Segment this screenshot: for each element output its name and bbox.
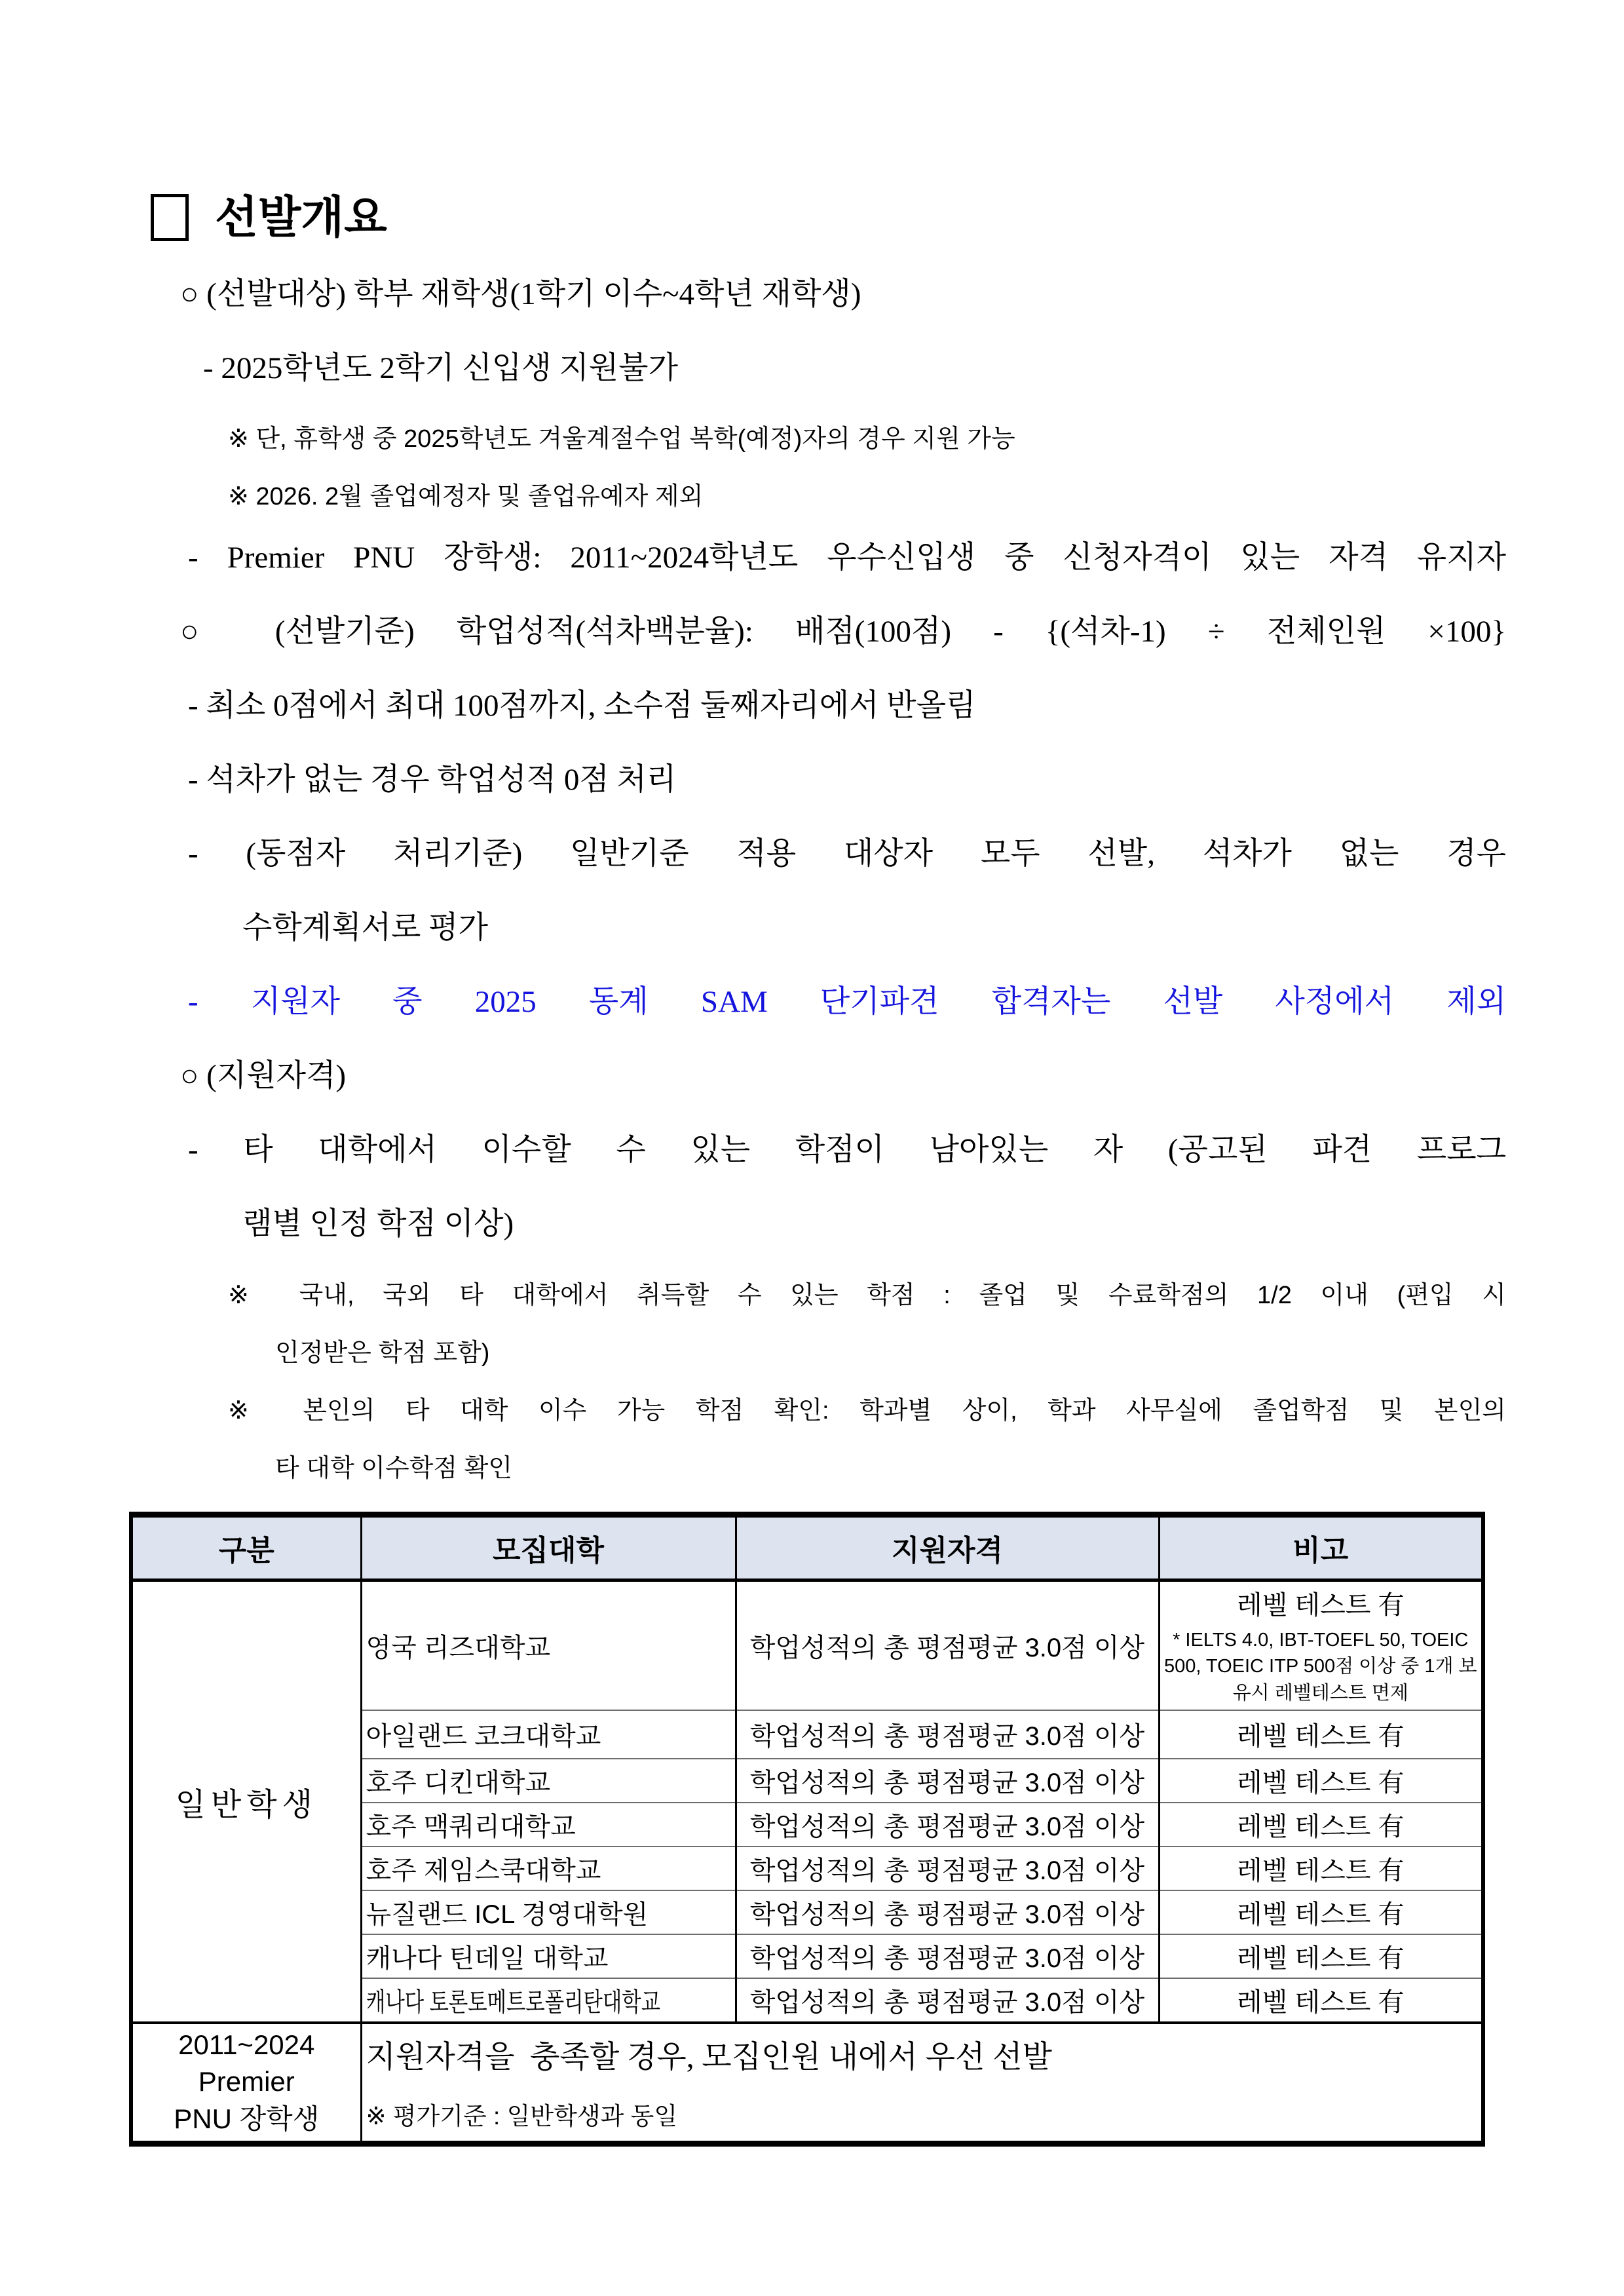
university-cell: 호주 제임스쿡대학교: [361, 1846, 736, 1890]
requirement-cell: 학업성적의 총 평점평균 3.0점 이상: [736, 1759, 1159, 1803]
category-general-cell: 일반학생: [131, 1580, 361, 2022]
remark-exemption-detail: * IELTS 4.0, IBT-TOEFL 50, TOEIC 500, TOEIC ITP 500점 이상 중 1개 보유시 레벨테스트 면제: [1163, 1629, 1477, 1704]
university-cell: 호주 맥쿼리대학교: [361, 1803, 736, 1846]
col-header-eligibility: 지원자격: [736, 1514, 1159, 1580]
remark-cell: 레벨 테스트 有: [1159, 1978, 1483, 2023]
remark-cell: 레벨 테스트 有: [1159, 1759, 1483, 1803]
body-line-selection-target: ○ (선발대상) 학부 재학생(1학기 이수~4학년 재학생): [180, 277, 861, 311]
table-row: [131, 1580, 1483, 1710]
remark-level-test: 레벨 테스트 有: [1237, 1590, 1405, 1620]
highlight-line-sam-exclude: - 지원자 중 2025 동계 SAM 단기파견 합격자는 선발 사정에서 제외: [188, 985, 1506, 1020]
remark-cell: 레벨 테스트 有: [1159, 1846, 1483, 1890]
body-line-score-range: - 최소 0점에서 최대 100점까지, 소수점 둘째자리에서 반올림: [188, 689, 976, 723]
col-header-university: 모집대학: [361, 1514, 736, 1580]
body-line-credits-cont: 램별 인정 학점 이상): [242, 1207, 514, 1242]
requirement-cell: 학업성적의 총 평점평균 3.0점 이상: [736, 1978, 1159, 2023]
note-line-credit-check-cont: 타 대학 이수학점 확인: [275, 1454, 513, 1482]
premier-detail-cell: [361, 2023, 1483, 2144]
premier-label-line: PNU 장학생: [174, 2103, 320, 2134]
body-line-selection-criteria: ○ (선발기준) 학업성적(석차백분율): 배점(100점) - {(석차-1) ÷ 전체인원 ×100}: [180, 615, 1506, 649]
university-cell: 호주 디킨대학교: [361, 1759, 736, 1803]
remark-cell: 레벨 테스트 有: [1159, 1890, 1483, 1934]
note-line-credit-limit-cont: 인정받은 학점 포함): [275, 1339, 490, 1367]
requirement-cell: 학업성적의 총 평점평균 3.0점 이상: [736, 1846, 1159, 1890]
university-name-condensed: 캐나다 토론토메트로폴리탄대학교: [366, 1987, 660, 2017]
note-line-credit-check: ※ 본인의 타 대학 이수 가능 학점 확인: 학과별 상이, 학과 사무실에 졸업학점 및 본인의: [228, 1396, 1506, 1425]
premier-criteria-note: ※ 평가기준 : 일반학생과 동일: [366, 2103, 678, 2130]
section-heading: [151, 193, 1506, 242]
premier-label-line: Premier: [198, 2066, 295, 2097]
note-line-leave-exception: ※ 단, 휴학생 중 2025학년도 겨울계절수업 복학(예정)자의 경우 지원 가능: [228, 425, 1015, 453]
body-line-premier-pnu: - Premier PNU 장학생: 2011~2024학년도 우수신입생 중 신청자격이 있는 자격 유지자: [188, 541, 1506, 575]
col-header-category: 구분: [131, 1514, 361, 1580]
note-line-graduate-exclude: ※ 2026. 2월 졸업예정자 및 졸업유예자 제외: [228, 482, 704, 510]
remark-cell: 레벨 테스트 有: [1159, 1803, 1483, 1846]
requirement-cell: 학업성적의 총 평점평균 3.0점 이상: [736, 1710, 1159, 1759]
square-bullet-icon: [151, 194, 189, 241]
premier-label-line: 2011~2024: [178, 2029, 315, 2060]
body-line-tie-break: - (동점자 처리기준) 일반기준 적용 대상자 모두 선발, 석차가 없는 경우: [188, 837, 1506, 871]
premier-priority-text: 지원자격을 충족할 경우, 모집인원 내에서 우선 선발: [366, 2040, 1052, 2075]
requirement-cell: 학업성적의 총 평점평균 3.0점 이상: [736, 1803, 1159, 1846]
table-header-row: [131, 1514, 1483, 1580]
university-cell: 아일랜드 코크대학교: [361, 1710, 736, 1759]
university-cell: 캐나다 틴데일 대학교: [361, 1934, 736, 1978]
university-cell: 뉴질랜드 ICL 경영대학원: [361, 1890, 736, 1934]
table-row-premier: [131, 2023, 1483, 2144]
remark-cell: 레벨 테스트 有: [1159, 1934, 1483, 1978]
col-header-remark: 비고: [1159, 1514, 1483, 1580]
body-line-eligibility: ○ (지원자격): [180, 1059, 347, 1094]
requirement-cell: 학업성적의 총 평점평균 3.0점 이상: [736, 1580, 1159, 1710]
body-line-tie-break-cont: 수학계획서로 평가: [242, 911, 488, 946]
university-cell: [361, 1978, 736, 2023]
category-premier-cell: [131, 2023, 361, 2144]
section-heading-text: 선발개요: [215, 193, 387, 242]
requirement-cell: 학업성적의 총 평점평균 3.0점 이상: [736, 1890, 1159, 1934]
body-line-credits-remaining: - 타 대학에서 이수할 수 있는 학점이 남아있는 자 (공고된 파견 프로그: [188, 1133, 1506, 1168]
note-line-credit-limit: ※ 국내, 국외 타 대학에서 취득할 수 있는 학점 : 졸업 및 수료학점의 1/2 이내 (편입 시: [228, 1281, 1506, 1309]
eligibility-table: [129, 1512, 1485, 2147]
body-line-freshman-restrict: - 2025학년도 2학기 신입생 지원불가: [203, 351, 678, 385]
requirement-cell: 학업성적의 총 평점평균 3.0점 이상: [736, 1934, 1159, 1978]
university-cell: 영국 리즈대학교: [361, 1580, 736, 1710]
remark-cell: 레벨 테스트 有: [1159, 1710, 1483, 1759]
remark-cell: [1159, 1580, 1483, 1710]
body-line-no-rank-zero: - 석차가 없는 경우 학업성적 0점 처리: [188, 763, 677, 797]
